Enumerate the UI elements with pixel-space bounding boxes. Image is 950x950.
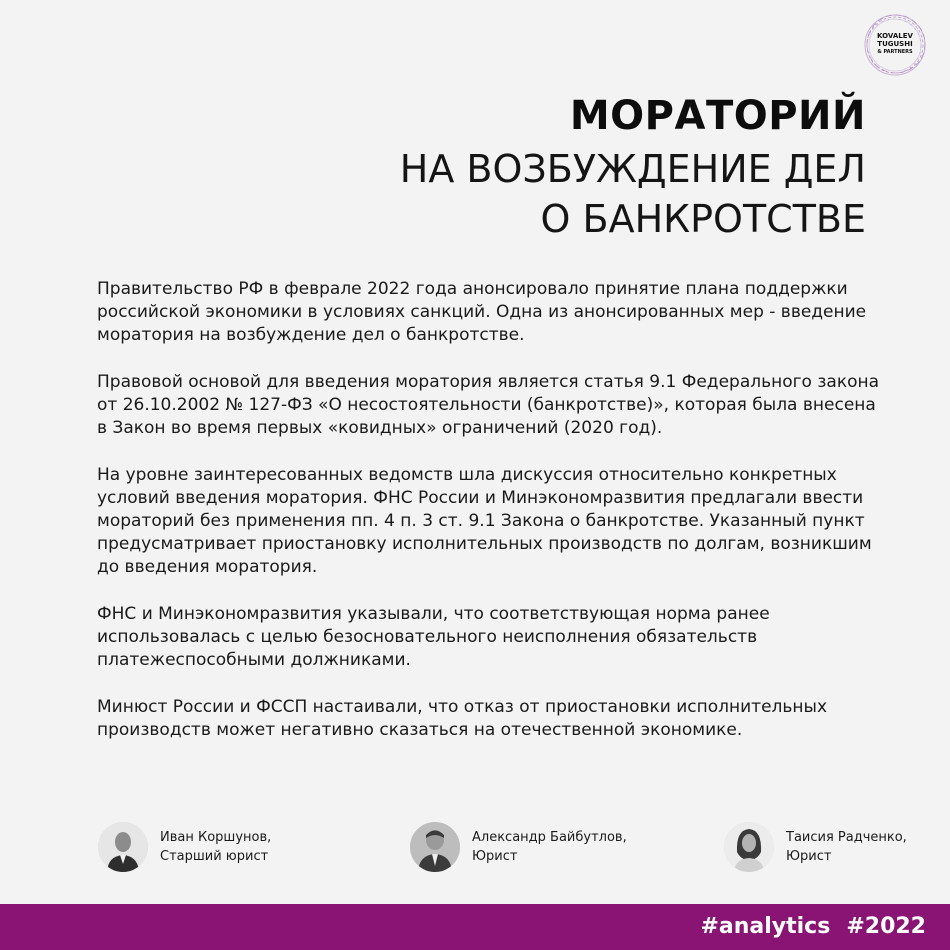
authors-row — [0, 822, 950, 878]
text-line: Минюст России и ФССП настаивали, что отказ от приостановки исполнительных — [97, 697, 828, 717]
text-line: российской экономики в условиях санкций. Одна из анонсированных мер - введение — [97, 302, 867, 322]
text-line: до введения моратория. — [97, 557, 318, 577]
author-name: Александр Байбутлов, — [472, 830, 627, 845]
page-title — [400, 88, 866, 244]
hashtag-analytics: #analytics — [700, 914, 831, 939]
hashtags — [700, 912, 926, 942]
title-line-3: О БАНКРОТСТВЕ — [540, 197, 866, 241]
text-line: условий введения моратория. ФНС России и Минэкономразвития предлагали ввести — [97, 488, 864, 508]
text-line: от 26.10.2002 № 127-ФЗ «О несостоятельности (банкротстве)», которая была внесена — [97, 395, 876, 415]
text-line: Правовой основой для введения моратория является статья 9.1 Федерального закона — [97, 372, 880, 392]
author-role: Юрист — [472, 849, 518, 864]
text-line: ФНС и Минэкономразвития указывали, что соответствующая норма ранее — [97, 604, 770, 624]
avatar — [410, 822, 460, 872]
text-line: платежеспособными должниками. — [97, 650, 411, 670]
text-line: Правительство РФ в феврале 2022 года анонсировало принятие плана поддержки — [97, 279, 848, 299]
avatar — [98, 822, 148, 872]
logo-line: & PARTNERS — [877, 49, 913, 55]
title-line-1: МОРАТОРИЙ — [569, 93, 866, 139]
text-line: использовалась с целью безосновательного неисполнения обязательств — [97, 627, 758, 647]
logo-line: TUGUSHI — [877, 40, 913, 48]
author-card — [98, 822, 271, 872]
logo-wordmark — [868, 32, 922, 56]
text-line: в Закон во время первых «ковидных» ограничений (2020 год). — [97, 418, 663, 438]
text-line: На уровне заинтересованных ведомств шла дискуссия относительно конкретных — [97, 465, 837, 485]
title-line-2: НА ВОЗБУЖДЕНИЕ ДЕЛ — [399, 147, 866, 191]
text-line: моратория на возбуждение дел о банкротстве. — [97, 325, 525, 345]
portrait-photo-icon — [98, 822, 148, 872]
author-card — [724, 822, 907, 872]
brand-logo — [862, 12, 928, 78]
footer-band — [0, 904, 950, 950]
portrait-photo-icon — [724, 822, 774, 872]
author-info — [786, 828, 907, 866]
article-body — [97, 278, 897, 766]
author-card — [410, 822, 627, 872]
logo-line: KOVALEV — [877, 32, 913, 40]
hashtag-year: #2022 — [846, 914, 926, 939]
paragraph — [97, 371, 897, 440]
author-role: Старший юрист — [160, 849, 269, 864]
paragraph — [97, 603, 897, 672]
text-line: мораторий без применения пп. 4 п. 3 ст. 9.1 Закона о банкротстве. Указанный пункт — [97, 511, 865, 531]
author-role: Юрист — [786, 849, 832, 864]
text-line: предусматривает приостановку исполнительных производств по долгам, возникшим — [97, 534, 872, 554]
paragraph — [97, 464, 897, 579]
paragraph — [97, 696, 897, 742]
author-name: Таисия Радченко, — [786, 830, 907, 845]
portrait-photo-icon — [410, 822, 460, 872]
text-line: производств может негативно сказаться на отечественной экономике. — [97, 720, 743, 740]
author-info — [160, 828, 271, 866]
author-info — [472, 828, 627, 866]
author-name: Иван Коршунов, — [160, 830, 272, 845]
avatar — [724, 822, 774, 872]
paragraph — [97, 278, 897, 347]
